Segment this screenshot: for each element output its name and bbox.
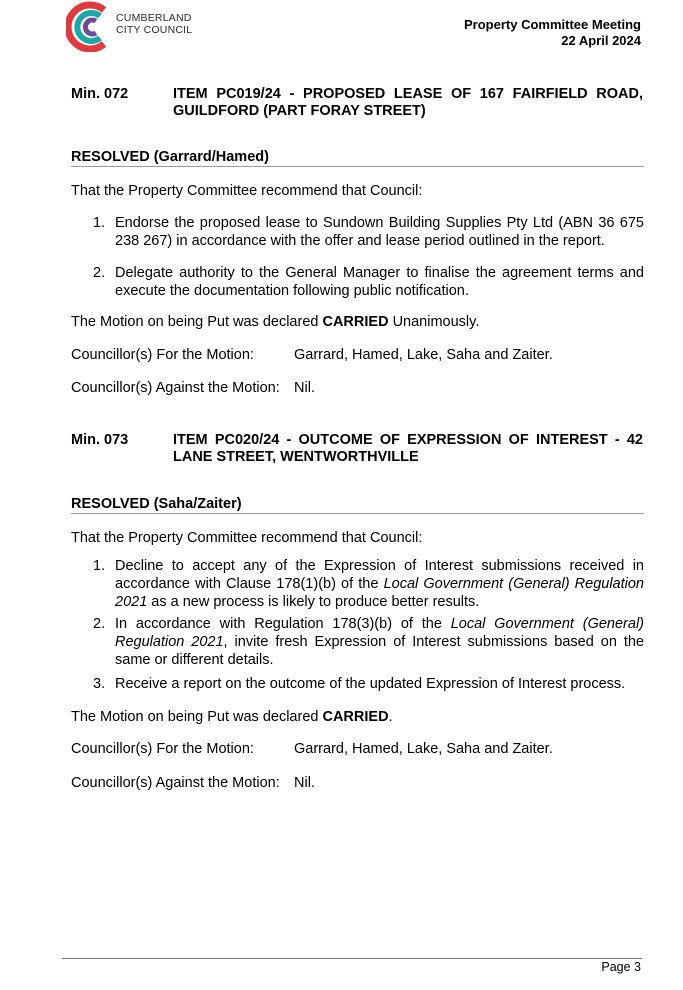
minute-number: Min. 073 — [71, 432, 129, 448]
list-text-part: In accordance with Regulation 178(3)(b) of the — [115, 616, 451, 632]
org-line-2: CITY COUNCIL — [116, 24, 193, 36]
list-item — [93, 675, 644, 693]
motion-carried: CARRIED — [322, 709, 389, 725]
list-number: 2. — [93, 616, 106, 632]
recommendation-intro: That the Property Committee recommend that Council: — [71, 183, 423, 199]
list-text-part: as a new process is likely to produce better results. — [147, 594, 480, 610]
motion-text: The Motion on being Put was declared — [71, 314, 323, 330]
councillors-against — [71, 774, 315, 792]
for-value: Garrard, Hamed, Lake, Saha and Zaiter. — [294, 347, 553, 363]
org-line-1: CUMBERLAND — [116, 12, 192, 24]
for-label: Councillor(s) For the Motion: — [71, 741, 254, 757]
regulation-name: Local Government (General) Regulation 2021 — [115, 616, 645, 650]
motion-suffix: Unanimously. — [388, 314, 480, 330]
item-title: ITEM PC020/24 - OUTCOME OF EXPRESSION OF INTEREST - 42 LANE STREET, WENTWORTHVILLE — [173, 432, 643, 465]
councillors-for — [71, 346, 553, 364]
list-text — [115, 557, 644, 611]
minute-number: Min. 072 — [71, 86, 129, 102]
list-text — [115, 675, 644, 693]
against-label: Councillor(s) Against the Motion: — [71, 775, 280, 791]
list-text: Delegate authority to the General Manager to finalise the agreement terms and execute the documentation following public notification. — [115, 265, 644, 299]
for-value: Garrard, Hamed, Lake, Saha and Zaiter. — [294, 741, 553, 757]
motion-result — [71, 313, 644, 331]
list-text-part: Receive a report on the outcome of the updated Expression of Interest process. — [115, 676, 626, 692]
council-logo — [66, 0, 206, 52]
list-item — [93, 615, 644, 669]
for-label: Councillor(s) For the Motion: — [71, 347, 254, 363]
resolved-heading: RESOLVED (Garrard/Hamed) — [71, 149, 644, 167]
motion-carried: CARRIED — [322, 314, 389, 330]
list-text — [115, 615, 644, 669]
list-item — [93, 264, 644, 300]
list-item — [93, 214, 644, 250]
councillors-against — [71, 379, 315, 397]
org-name — [116, 12, 192, 36]
council-logo-icon — [66, 0, 112, 52]
against-value: Nil. — [294, 775, 315, 791]
list-text: Endorse the proposed lease to Sundown Building Supplies Pty Ltd (ABN 36 675 238 267) in accordance with the offer and lease period outlined in the report. — [115, 215, 644, 249]
meeting-title: Property Committee Meeting — [464, 17, 641, 32]
page-number: Page 3 — [601, 960, 641, 974]
list-text-part: Decline to accept any of the Expression of Interest submissions received in accordance with Clause 178(1)(b) of the — [115, 558, 644, 592]
councillors-for — [71, 740, 553, 758]
list-number: 2. — [93, 265, 106, 281]
resolved-heading: RESOLVED (Saha/Zaiter) — [71, 496, 644, 514]
list-number: 1. — [93, 215, 106, 231]
list-item — [93, 557, 644, 611]
motion-suffix: . — [388, 709, 393, 725]
motion-result — [71, 708, 644, 726]
against-label: Councillor(s) Against the Motion: — [71, 380, 280, 396]
regulation-name: Local Government (General) Regulation 2021 — [115, 576, 644, 610]
footer-divider — [62, 958, 642, 959]
list-text-part: , invite fresh Expression of Interest submissions based on the same or different details. — [115, 634, 644, 668]
list-number: 3. — [93, 676, 106, 692]
motion-text: The Motion on being Put was declared — [71, 709, 323, 725]
item-title: ITEM PC019/24 - PROPOSED LEASE OF 167 FAIRFIELD ROAD, GUILDFORD (PART FORAY STREET) — [173, 86, 643, 119]
meeting-date: 22 April 2024 — [561, 33, 641, 48]
meeting-header — [464, 17, 641, 49]
list-number: 1. — [93, 558, 106, 574]
against-value: Nil. — [294, 380, 315, 396]
recommendation-intro: That the Property Committee recommend that Council: — [71, 530, 423, 546]
